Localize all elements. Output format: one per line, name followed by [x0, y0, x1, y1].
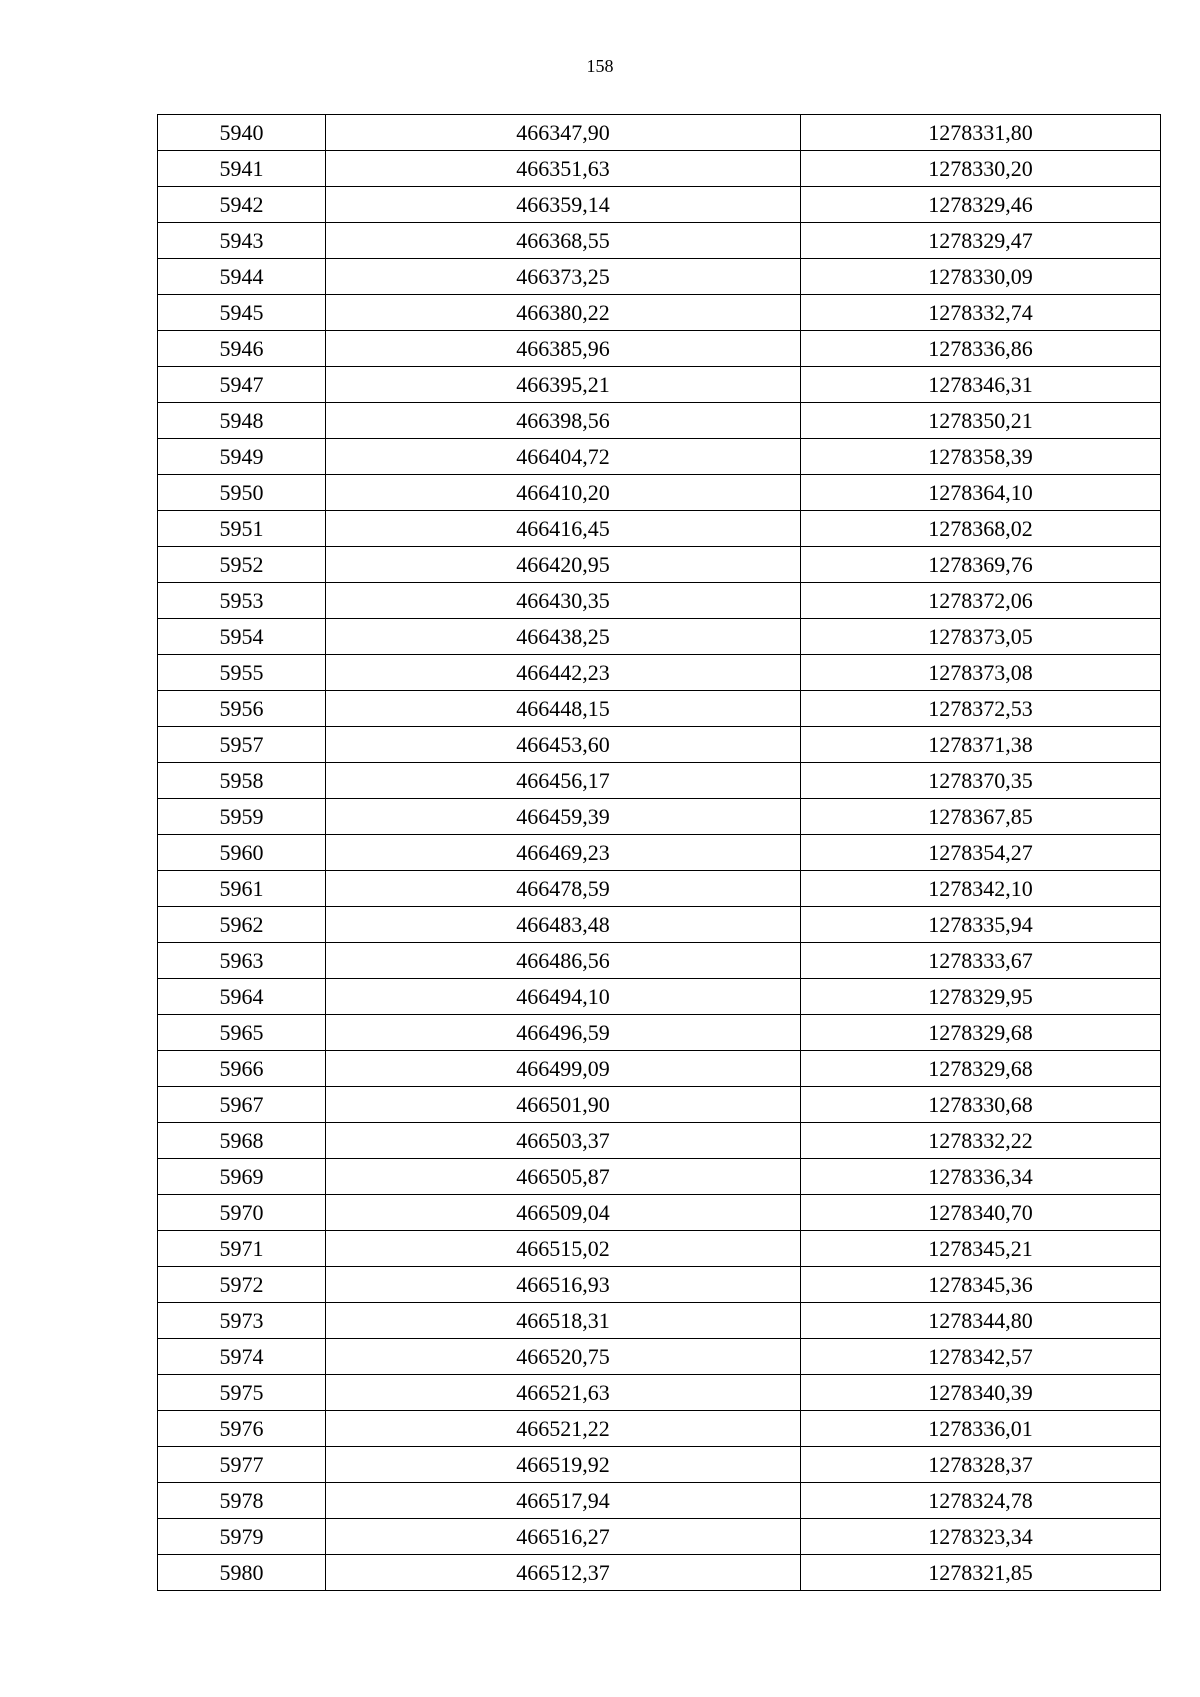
y-coordinate-cell: 1278328,37 [801, 1447, 1161, 1483]
y-coordinate-cell: 1278369,76 [801, 547, 1161, 583]
table-row [158, 871, 1161, 907]
y-coordinate-cell: 1278358,39 [801, 439, 1161, 475]
table-row [158, 1087, 1161, 1123]
point-number-cell: 5949 [158, 439, 326, 475]
x-coordinate-cell: 466521,22 [326, 1411, 801, 1447]
x-coordinate-cell: 466351,63 [326, 151, 801, 187]
x-coordinate-cell: 466404,72 [326, 439, 801, 475]
x-coordinate-cell: 466478,59 [326, 871, 801, 907]
point-number-cell: 5952 [158, 547, 326, 583]
y-coordinate-cell: 1278332,74 [801, 295, 1161, 331]
x-coordinate-cell: 466359,14 [326, 187, 801, 223]
point-number-cell: 5956 [158, 691, 326, 727]
point-number-cell: 5967 [158, 1087, 326, 1123]
x-coordinate-cell: 466515,02 [326, 1231, 801, 1267]
point-number-cell: 5943 [158, 223, 326, 259]
x-coordinate-cell: 466368,55 [326, 223, 801, 259]
x-coordinate-cell: 466503,37 [326, 1123, 801, 1159]
x-coordinate-cell: 466373,25 [326, 259, 801, 295]
coordinates-table [157, 114, 1161, 1591]
point-number-cell: 5966 [158, 1051, 326, 1087]
point-number-cell: 5977 [158, 1447, 326, 1483]
x-coordinate-cell: 466505,87 [326, 1159, 801, 1195]
x-coordinate-cell: 466347,90 [326, 115, 801, 151]
x-coordinate-cell: 466416,45 [326, 511, 801, 547]
table-row [158, 1159, 1161, 1195]
x-coordinate-cell: 466420,95 [326, 547, 801, 583]
point-number-cell: 5974 [158, 1339, 326, 1375]
x-coordinate-cell: 466398,56 [326, 403, 801, 439]
x-coordinate-cell: 466430,35 [326, 583, 801, 619]
y-coordinate-cell: 1278340,70 [801, 1195, 1161, 1231]
table-row [158, 403, 1161, 439]
point-number-cell: 5968 [158, 1123, 326, 1159]
table-body [158, 115, 1161, 1591]
table-row [158, 115, 1161, 151]
point-number-cell: 5941 [158, 151, 326, 187]
point-number-cell: 5964 [158, 979, 326, 1015]
table-row [158, 223, 1161, 259]
y-coordinate-cell: 1278329,47 [801, 223, 1161, 259]
y-coordinate-cell: 1278331,80 [801, 115, 1161, 151]
y-coordinate-cell: 1278350,21 [801, 403, 1161, 439]
x-coordinate-cell: 466486,56 [326, 943, 801, 979]
x-coordinate-cell: 466494,10 [326, 979, 801, 1015]
y-coordinate-cell: 1278336,01 [801, 1411, 1161, 1447]
x-coordinate-cell: 466448,15 [326, 691, 801, 727]
y-coordinate-cell: 1278340,39 [801, 1375, 1161, 1411]
y-coordinate-cell: 1278323,34 [801, 1519, 1161, 1555]
table-row [158, 151, 1161, 187]
table-row [158, 835, 1161, 871]
y-coordinate-cell: 1278342,57 [801, 1339, 1161, 1375]
point-number-cell: 5944 [158, 259, 326, 295]
y-coordinate-cell: 1278321,85 [801, 1555, 1161, 1591]
x-coordinate-cell: 466453,60 [326, 727, 801, 763]
y-coordinate-cell: 1278354,27 [801, 835, 1161, 871]
y-coordinate-cell: 1278342,10 [801, 871, 1161, 907]
point-number-cell: 5963 [158, 943, 326, 979]
point-number-cell: 5960 [158, 835, 326, 871]
y-coordinate-cell: 1278346,31 [801, 367, 1161, 403]
y-coordinate-cell: 1278329,95 [801, 979, 1161, 1015]
y-coordinate-cell: 1278368,02 [801, 511, 1161, 547]
y-coordinate-cell: 1278324,78 [801, 1483, 1161, 1519]
x-coordinate-cell: 466512,37 [326, 1555, 801, 1591]
table-row [158, 979, 1161, 1015]
y-coordinate-cell: 1278370,35 [801, 763, 1161, 799]
y-coordinate-cell: 1278330,09 [801, 259, 1161, 295]
x-coordinate-cell: 466518,31 [326, 1303, 801, 1339]
point-number-cell: 5972 [158, 1267, 326, 1303]
x-coordinate-cell: 466516,93 [326, 1267, 801, 1303]
table-row [158, 1123, 1161, 1159]
y-coordinate-cell: 1278371,38 [801, 727, 1161, 763]
y-coordinate-cell: 1278345,36 [801, 1267, 1161, 1303]
point-number-cell: 5942 [158, 187, 326, 223]
point-number-cell: 5979 [158, 1519, 326, 1555]
point-number-cell: 5961 [158, 871, 326, 907]
x-coordinate-cell: 466438,25 [326, 619, 801, 655]
table-row [158, 1519, 1161, 1555]
y-coordinate-cell: 1278372,53 [801, 691, 1161, 727]
table-row [158, 1375, 1161, 1411]
table-row [158, 691, 1161, 727]
point-number-cell: 5951 [158, 511, 326, 547]
point-number-cell: 5953 [158, 583, 326, 619]
table-row [158, 1015, 1161, 1051]
point-number-cell: 5957 [158, 727, 326, 763]
point-number-cell: 5969 [158, 1159, 326, 1195]
table-row [158, 511, 1161, 547]
point-number-cell: 5958 [158, 763, 326, 799]
y-coordinate-cell: 1278329,68 [801, 1051, 1161, 1087]
table-row [158, 187, 1161, 223]
x-coordinate-cell: 466516,27 [326, 1519, 801, 1555]
table-row [158, 1051, 1161, 1087]
x-coordinate-cell: 466483,48 [326, 907, 801, 943]
point-number-cell: 5976 [158, 1411, 326, 1447]
point-number-cell: 5947 [158, 367, 326, 403]
y-coordinate-cell: 1278336,34 [801, 1159, 1161, 1195]
point-number-cell: 5965 [158, 1015, 326, 1051]
table-row [158, 1339, 1161, 1375]
point-number-cell: 5955 [158, 655, 326, 691]
y-coordinate-cell: 1278345,21 [801, 1231, 1161, 1267]
point-number-cell: 5950 [158, 475, 326, 511]
table-row [158, 1483, 1161, 1519]
point-number-cell: 5954 [158, 619, 326, 655]
table-row [158, 763, 1161, 799]
page-number: 158 [586, 56, 614, 76]
y-coordinate-cell: 1278330,68 [801, 1087, 1161, 1123]
point-number-cell: 5940 [158, 115, 326, 151]
y-coordinate-cell: 1278329,46 [801, 187, 1161, 223]
point-number-cell: 5980 [158, 1555, 326, 1591]
x-coordinate-cell: 466395,21 [326, 367, 801, 403]
y-coordinate-cell: 1278373,05 [801, 619, 1161, 655]
point-number-cell: 5975 [158, 1375, 326, 1411]
x-coordinate-cell: 466501,90 [326, 1087, 801, 1123]
table-row [158, 1231, 1161, 1267]
x-coordinate-cell: 466509,04 [326, 1195, 801, 1231]
x-coordinate-cell: 466459,39 [326, 799, 801, 835]
table-row [158, 583, 1161, 619]
y-coordinate-cell: 1278364,10 [801, 475, 1161, 511]
y-coordinate-cell: 1278330,20 [801, 151, 1161, 187]
x-coordinate-cell: 466456,17 [326, 763, 801, 799]
point-number-cell: 5962 [158, 907, 326, 943]
x-coordinate-cell: 466469,23 [326, 835, 801, 871]
table-row [158, 1303, 1161, 1339]
x-coordinate-cell: 466519,92 [326, 1447, 801, 1483]
table-row [158, 907, 1161, 943]
y-coordinate-cell: 1278372,06 [801, 583, 1161, 619]
table-row [158, 1195, 1161, 1231]
table-row [158, 367, 1161, 403]
point-number-cell: 5946 [158, 331, 326, 367]
table-row [158, 1411, 1161, 1447]
x-coordinate-cell: 466496,59 [326, 1015, 801, 1051]
x-coordinate-cell: 466517,94 [326, 1483, 801, 1519]
x-coordinate-cell: 466410,20 [326, 475, 801, 511]
table-row [158, 943, 1161, 979]
x-coordinate-cell: 466380,22 [326, 295, 801, 331]
table-row [158, 619, 1161, 655]
x-coordinate-cell: 466385,96 [326, 331, 801, 367]
point-number-cell: 5948 [158, 403, 326, 439]
x-coordinate-cell: 466442,23 [326, 655, 801, 691]
y-coordinate-cell: 1278344,80 [801, 1303, 1161, 1339]
table-row [158, 475, 1161, 511]
table-row [158, 547, 1161, 583]
table-row [158, 439, 1161, 475]
table-row [158, 655, 1161, 691]
table-row [158, 1267, 1161, 1303]
point-number-cell: 5959 [158, 799, 326, 835]
y-coordinate-cell: 1278333,67 [801, 943, 1161, 979]
x-coordinate-cell: 466499,09 [326, 1051, 801, 1087]
table-row [158, 1555, 1161, 1591]
table-row [158, 1447, 1161, 1483]
y-coordinate-cell: 1278367,85 [801, 799, 1161, 835]
point-number-cell: 5978 [158, 1483, 326, 1519]
y-coordinate-cell: 1278329,68 [801, 1015, 1161, 1051]
x-coordinate-cell: 466521,63 [326, 1375, 801, 1411]
point-number-cell: 5973 [158, 1303, 326, 1339]
table-row [158, 331, 1161, 367]
table-row [158, 799, 1161, 835]
point-number-cell: 5945 [158, 295, 326, 331]
table-row [158, 727, 1161, 763]
y-coordinate-cell: 1278335,94 [801, 907, 1161, 943]
table-row [158, 295, 1161, 331]
table-row [158, 259, 1161, 295]
point-number-cell: 5971 [158, 1231, 326, 1267]
point-number-cell: 5970 [158, 1195, 326, 1231]
x-coordinate-cell: 466520,75 [326, 1339, 801, 1375]
y-coordinate-cell: 1278336,86 [801, 331, 1161, 367]
y-coordinate-cell: 1278332,22 [801, 1123, 1161, 1159]
y-coordinate-cell: 1278373,08 [801, 655, 1161, 691]
